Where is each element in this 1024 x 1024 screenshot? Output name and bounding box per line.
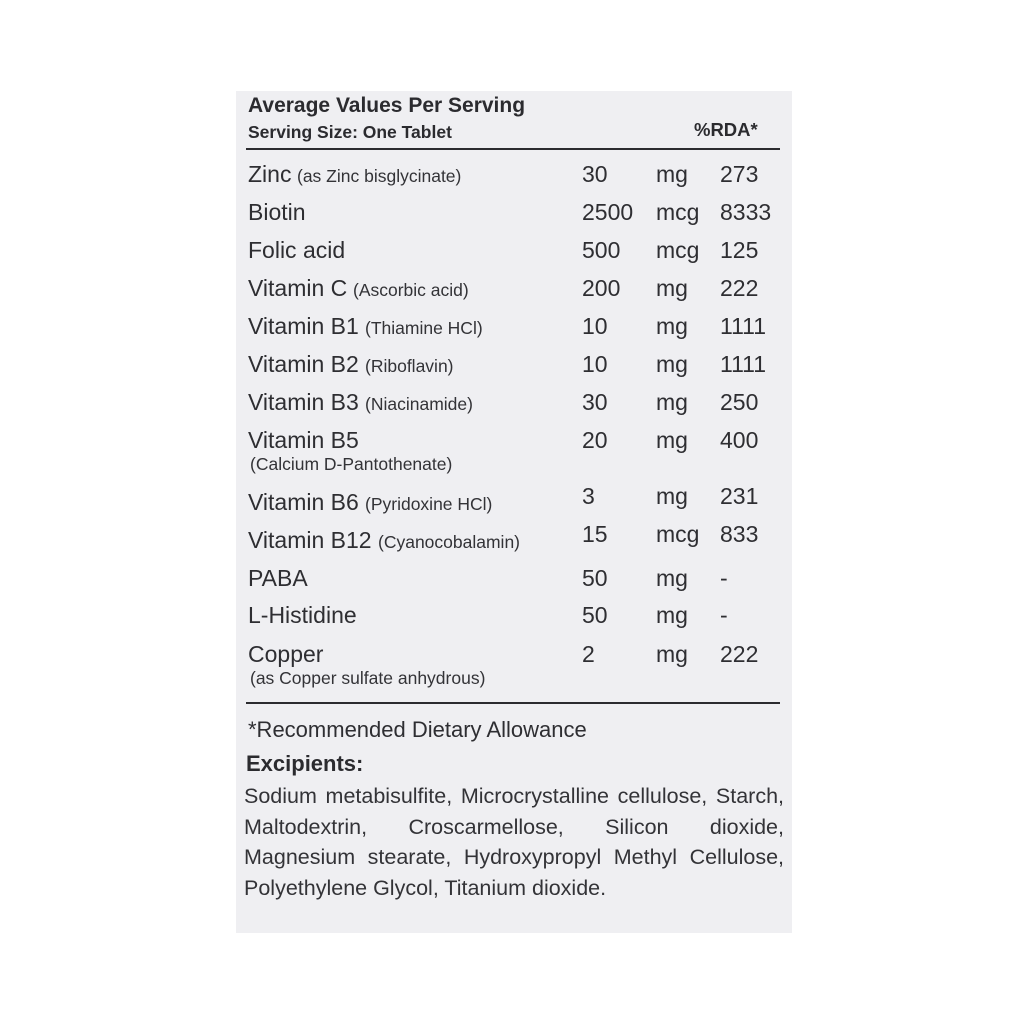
nutrient-rda: 250 [720, 389, 759, 415]
panel-title: Average Values Per Serving [248, 94, 526, 117]
nutrient-amount: 200 [582, 275, 621, 301]
nutrient-unit: mg [656, 602, 688, 628]
nutrient-name: Vitamin B5 [248, 427, 359, 453]
nutrient-name: Biotin [248, 199, 306, 225]
nutrient-rda: - [720, 565, 728, 591]
nutrient-rda: 273 [720, 161, 759, 187]
nutrient-rda: 8333 [720, 199, 772, 225]
nutrient-name: Vitamin B1 [248, 313, 359, 339]
nutrient-rda: 1111 [720, 313, 767, 339]
nutrient-rda: 125 [720, 237, 759, 263]
supplement-facts-panel [236, 91, 792, 933]
nutrient-unit: mcg [656, 521, 700, 547]
nutrient-amount: 20 [582, 427, 608, 453]
nutrient-amount: 2500 [582, 199, 634, 225]
nutrient-amount: 30 [582, 389, 608, 415]
nutrient-name: Folic acid [248, 237, 346, 263]
nutrient-name: Vitamin B12 [248, 527, 372, 553]
nutrient-amount: 30 [582, 161, 608, 187]
nutrient-amount: 2 [582, 641, 595, 667]
nutrient-amount: 15 [582, 521, 608, 547]
nutrient-source: (Pyridoxine HCl) [365, 494, 493, 514]
nutrient-rda: - [720, 602, 728, 628]
nutrient-rda: 231 [720, 483, 759, 509]
nutrient-rda: 400 [720, 427, 759, 453]
nutrient-rda: 222 [720, 275, 759, 301]
nutrient-name: Zinc [248, 161, 292, 187]
rda-column-header: %RDA* [694, 119, 758, 140]
nutrient-source: (Niacinamide) [365, 394, 473, 414]
nutrient-rda: 1111 [720, 351, 767, 377]
nutrient-unit: mg [656, 389, 688, 415]
nutrient-source: (Cyanocobalamin) [378, 532, 521, 552]
nutrient-amount: 10 [582, 351, 608, 377]
table-divider [246, 702, 780, 704]
nutrient-unit: mg [656, 161, 688, 187]
nutrient-source: (as Zinc bisglycinate) [297, 166, 462, 186]
nutrient-amount: 50 [582, 565, 608, 591]
nutrient-name: PABA [248, 565, 308, 591]
serving-size-label: Serving Size: One Tablet [248, 122, 452, 142]
nutrient-unit: mcg [656, 237, 700, 263]
header-divider [246, 148, 780, 150]
nutrient-source: (Riboflavin) [365, 356, 454, 376]
nutrient-unit: mg [656, 483, 688, 509]
nutrient-unit: mg [656, 351, 688, 377]
nutrient-unit: mg [656, 641, 688, 667]
nutrient-unit: mg [656, 275, 688, 301]
nutrient-source: (Calcium D-Pantothenate) [250, 454, 453, 474]
excipients-list: Sodium metabisulfite, Microcrystalline cellulose, Starch, Maltodextrin, Croscarmellose, Silicon dioxide, Magnesium stearate, Hydroxypropyl Methyl Cellulose, Polyethylene Glycol, Titanium dioxide. [244, 784, 784, 900]
excipients-heading: Excipients: [246, 751, 364, 776]
nutrient-name: Vitamin B3 [248, 389, 359, 415]
nutrient-rda: 833 [720, 521, 759, 547]
nutrient-rda: 222 [720, 641, 759, 667]
nutrient-name: Vitamin B6 [248, 489, 359, 515]
nutrient-name: Vitamin B2 [248, 351, 359, 377]
nutrient-name: L-Histidine [248, 602, 357, 628]
nutrient-source: (Ascorbic acid) [353, 280, 469, 300]
nutrient-amount: 500 [582, 237, 621, 263]
nutrient-unit: mg [656, 565, 688, 591]
nutrient-unit: mcg [656, 199, 700, 225]
nutrient-name: Vitamin C [248, 275, 348, 301]
nutrient-source: (as Copper sulfate anhydrous) [250, 668, 486, 688]
nutrient-amount: 50 [582, 602, 608, 628]
nutrient-amount: 10 [582, 313, 608, 339]
rda-footnote: *Recommended Dietary Allowance [248, 717, 587, 742]
nutrient-unit: mg [656, 313, 688, 339]
nutrient-amount: 3 [582, 483, 595, 509]
nutrient-source: (Thiamine HCl) [365, 318, 483, 338]
nutrient-name: Copper [248, 641, 324, 667]
nutrient-unit: mg [656, 427, 688, 453]
